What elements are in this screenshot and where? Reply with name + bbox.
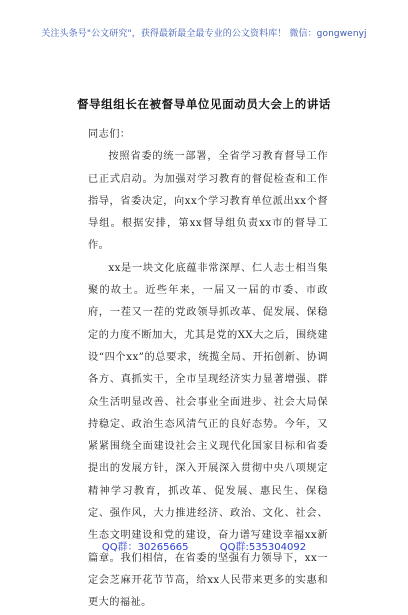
paragraph: 按照省委的统一部署，全省学习教育督导工作已正式启动。为加强对学习教育的督促检查和工作指导，省委决定，向xx个学习教育单位派出xx个督导组。根据安排，第xx督导组负责xx市的督导工作。	[88, 151, 328, 252]
paragraph: xx是一块文化底蕴非常深厚、仁人志士相当集聚的故土。近些年来，一届又一届的市委、市政府，一茬又一茬的党政领导抓改革、促发展、保稳定的力度不断加大，尤其是党的XX大之后，围绕建设“四个xx”的总要求，统揽全局、开拓创新、协调各方、真抓实干，全市呈现经济实力显著增强、群众生活明显改善、社会事业全面进步、社会大局保持稳定、政治生态风清气正的良好态势。今年，又紧紧围绕全面建设社会主义现代化国家目标和省委提出的发展方针，深入开展深入贯彻中央八项规定精神学习教育，抓改革、促发展、惠民生、保稳定、强作风，大力推进经济、政治、文化、社会、生态文明建设和党的建设，奋力谱写建设幸福xx新篇章。我们相信，在省委的坚强有力领导下，xx一定会芝麻开花节节高，给xx人民带来更多的实惠和更大的福祉。	[88, 262, 328, 609]
qq-group-2: QQ群:535304092	[219, 542, 307, 553]
salutation: 同志们：	[88, 129, 131, 140]
footer-contact	[0, 538, 408, 553]
header-promo-banner: 关注头条号"公文研究"，获得最新最全最专业的公文资料库！ 微信：gongwenyj	[41, 29, 367, 39]
document-title: 督导组组长在被督导单位见面动员大会上的讲话	[76, 97, 332, 111]
qq-group-1: QQ群：30265665	[101, 542, 189, 553]
